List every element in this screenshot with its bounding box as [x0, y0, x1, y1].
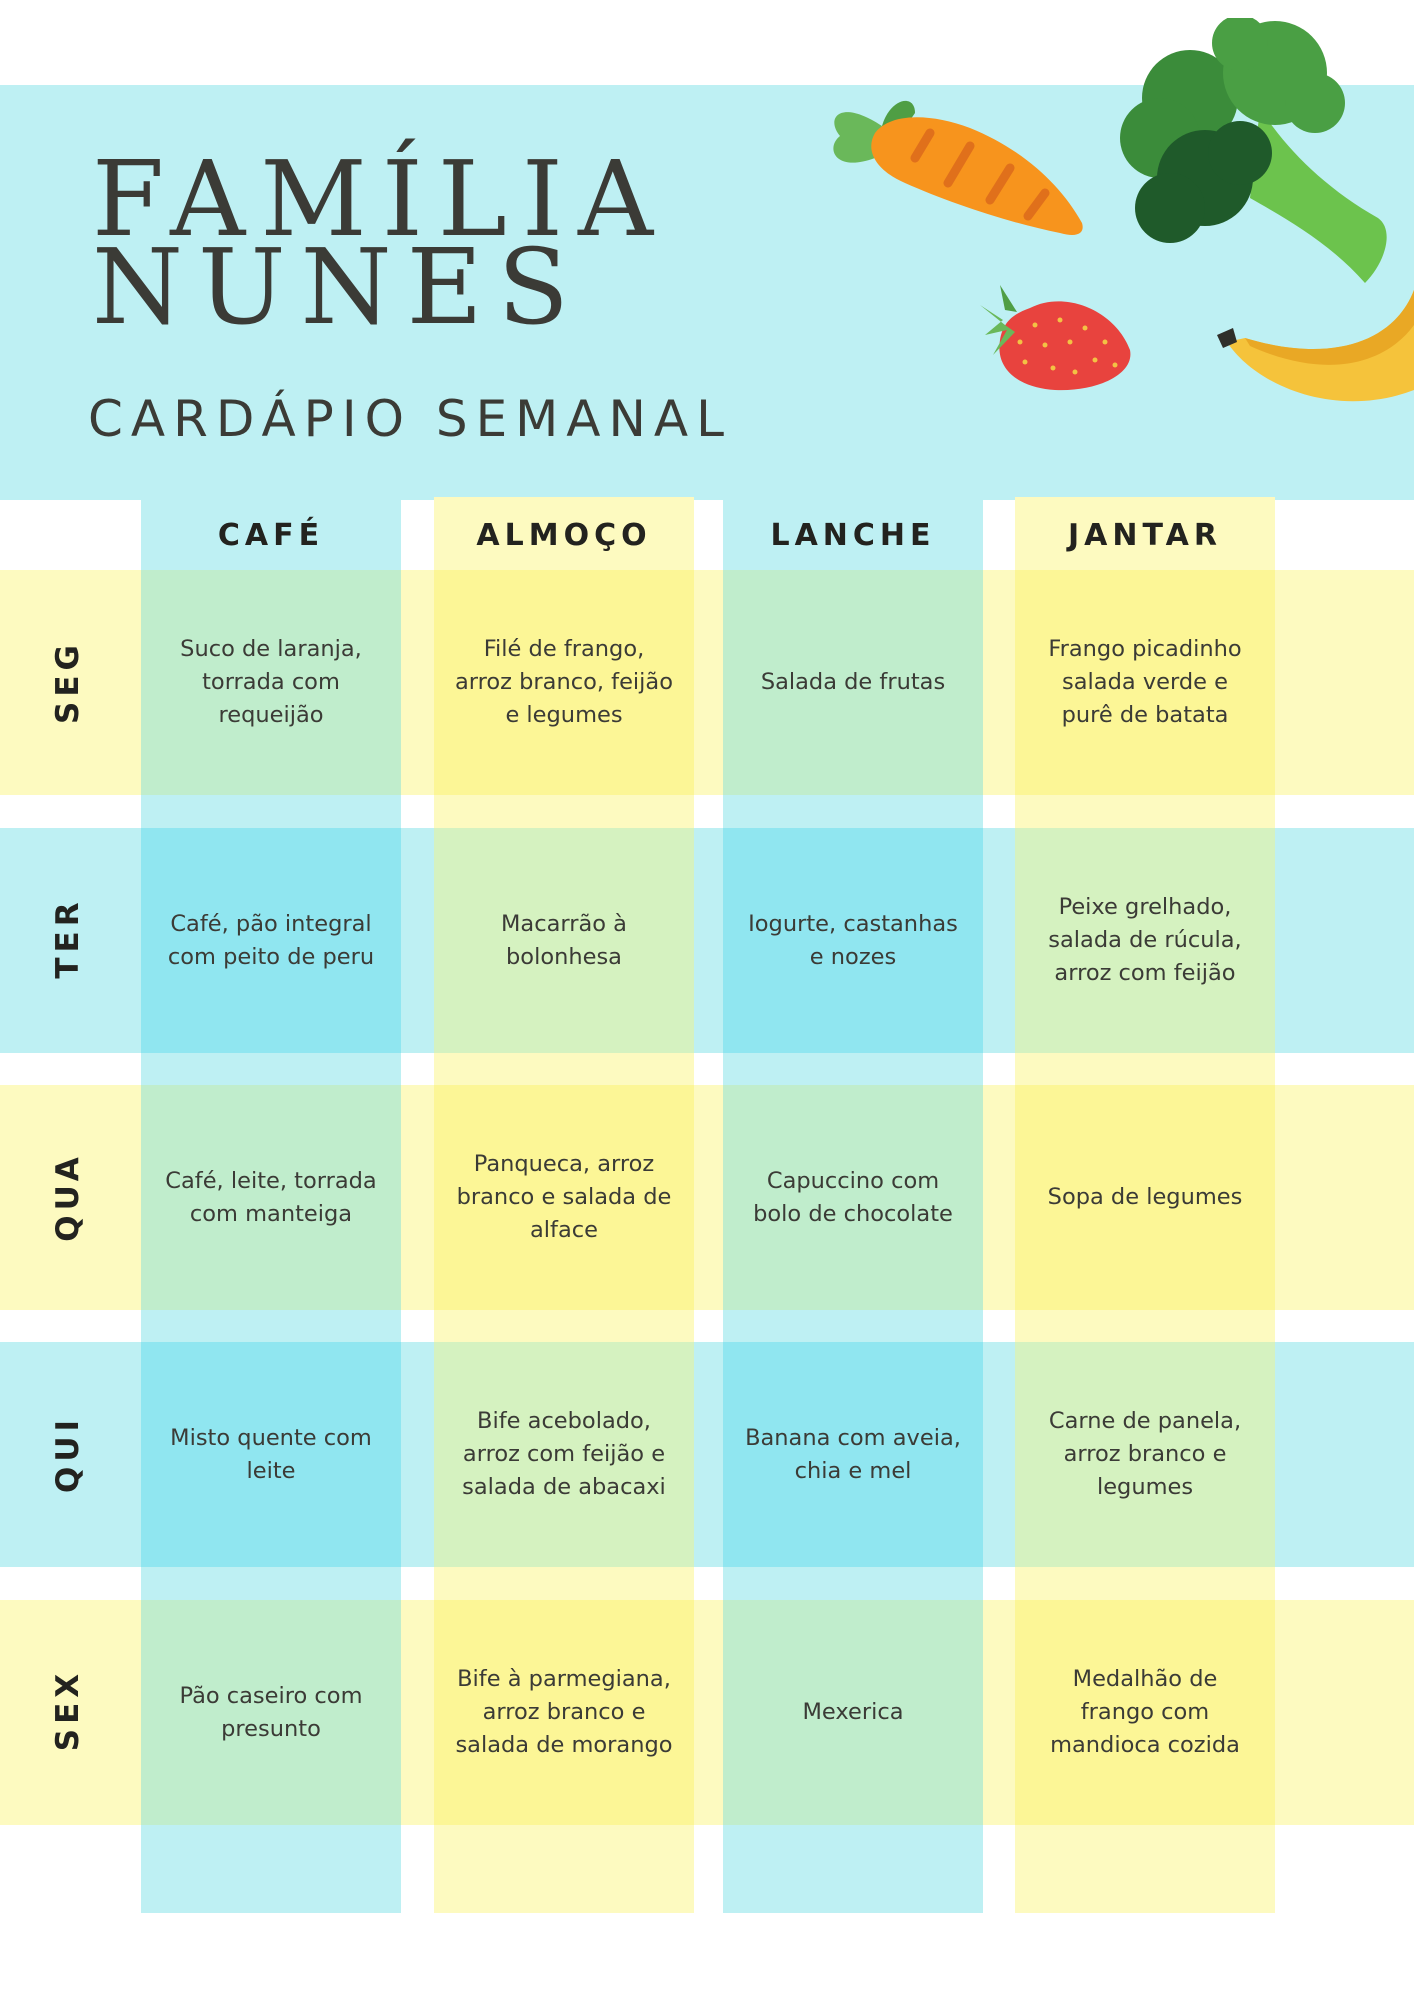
- meal-qua-cafe: Café, leite, torrada com manteiga: [165, 1167, 377, 1227]
- meal-qui-lanche: Banana com aveia, chia e mel: [745, 1424, 961, 1484]
- meal-ter-jantar: Peixe grelhado, salada de rúcula, arroz com feijão: [1048, 894, 1242, 986]
- meal-sex-cafe: Pão caseiro com presunto: [179, 1682, 363, 1742]
- meal-ter-cafe: Café, pão integral com peito de peru: [167, 910, 375, 970]
- broccoli-icon: [1110, 18, 1395, 288]
- meal-ter-lanche: Iogurte, castanhas e nozes: [748, 910, 958, 970]
- meal-qui-almoco: Bife acebolado, arroz com feijão e salada de abacaxi: [462, 1408, 666, 1500]
- header-jantar: JANTAR: [1068, 517, 1222, 553]
- page-title: [92, 138, 669, 348]
- day-label-text: TER: [50, 897, 86, 979]
- page-subtitle: CARDÁPIO SEMANAL: [88, 390, 732, 448]
- meal-qui-jantar: Carne de panela, arroz branco e legumes: [1048, 1408, 1242, 1500]
- meal-qua-jantar: Sopa de legumes: [1047, 1184, 1243, 1210]
- header-lanche: LANCHE: [770, 517, 936, 553]
- banana-icon: [1215, 280, 1414, 425]
- meal-qua-almoco: Panqueca, arroz branco e salada de alface: [456, 1151, 672, 1243]
- meal-sex-jantar: Medalhão de frango com mandioca cozida: [1050, 1666, 1240, 1758]
- meal-qui-cafe: Misto quente com leite: [170, 1424, 372, 1484]
- meal-seg-jantar: Frango picadinho salada verde e purê de batata: [1048, 636, 1242, 728]
- carrot-icon: [820, 88, 1090, 250]
- header-almoco: ALMOÇO: [476, 517, 652, 553]
- meal-ter-almoco: Macarrão à bolonhesa: [501, 910, 627, 970]
- title-line-2: NUNES: [92, 226, 584, 348]
- meal-seg-cafe: Suco de laranja, torrada com requeijão: [180, 636, 362, 728]
- day-label-text: SEX: [50, 1668, 86, 1752]
- title-line-1: FAMÍLIA: [92, 138, 669, 260]
- meal-qua-lanche: Capuccino com bolo de chocolate: [753, 1167, 953, 1227]
- meal-sex-lanche: Mexerica: [802, 1699, 904, 1725]
- meal-seg-almoco: Filé de frango, arroz branco, feijão e legumes: [455, 636, 673, 728]
- strawberry-icon: [975, 280, 1135, 395]
- day-label-text: SEG: [50, 640, 86, 724]
- day-label-text: QUI: [50, 1414, 86, 1494]
- meal-seg-lanche: Salada de frutas: [760, 669, 946, 695]
- meal-sex-almoco: Bife à parmegiana, arroz branco e salada de morango: [455, 1666, 673, 1758]
- header-cafe: CAFÉ: [217, 517, 325, 553]
- day-label-text: QUA: [50, 1152, 86, 1242]
